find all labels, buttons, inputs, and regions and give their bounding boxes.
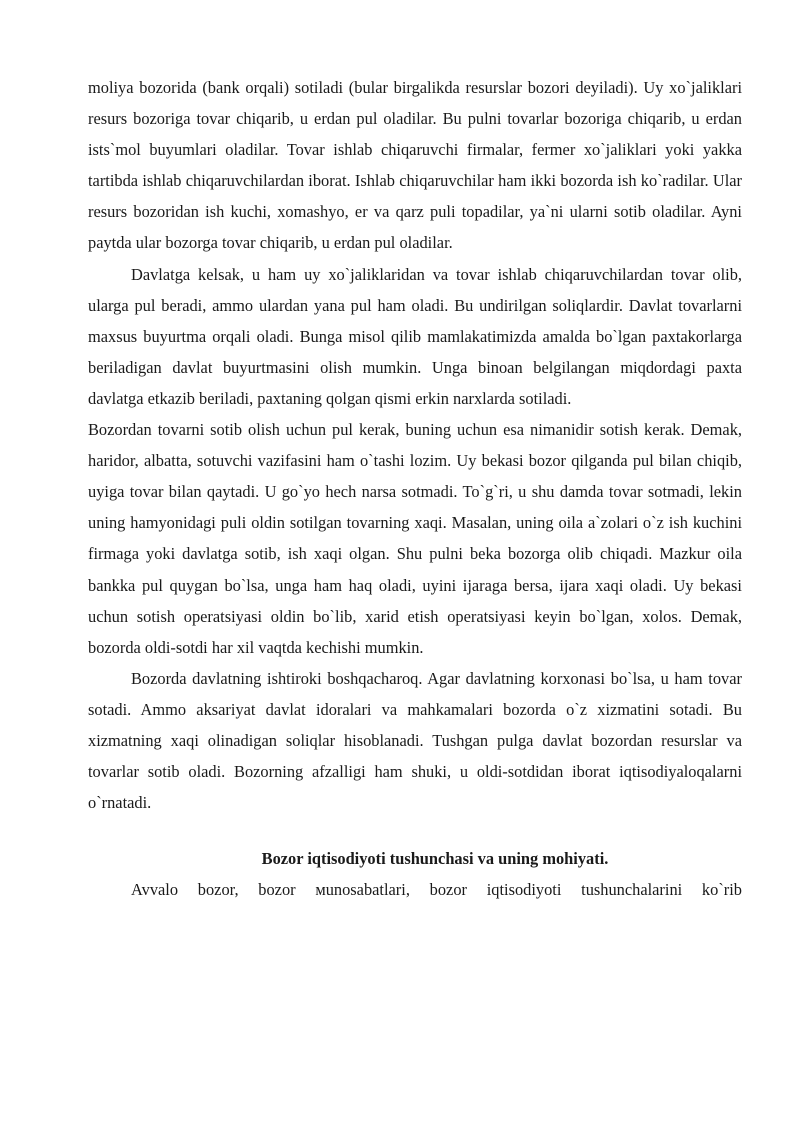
paragraph-intro-line: Avvalo bozor, bozor мunosabatlari, bozor iqtisodiyoti tushunchalarini ko`rib <box>131 880 742 900</box>
document-body <box>88 72 742 905</box>
paragraph-state-role: Davlatga kelsak, u ham uy xo`jaliklaridan va tovar ishlab chiqaruvchilardan tovar olib, ularga pul beradi, ammo ulardan yana pul ham oladi. Bu undirilgan soliqlardir. Davlat tovarlarni maxsus buyurtma orqali oladi. Bunga misol qilib mamlakatimizda amalda bo`lgan paxtakorlarga beriladigan davlat buyurtmasini olish mumkin. Unga binoan belgilangan miqdordagi paxta davlatga etkazib beriladi, paxtaning qolgan qismi erkin narxlarda sotiladi. <box>88 264 742 408</box>
paragraph-resource-market: moliya bozorida (bank orqali) sotiladi (bular birgalikda resurslar bozori deyiladi). Uy xo`jaliklari resurs bozoriga tovar chiqarib, u erdan pul oladilar. Bu pulni tovarlar bozoriga chiqarib, u erdan ists`mol buyumlari oladilar. Tovar ishlab chiqaruvchi firmalar, fermer xo`jaliklari yoki yakka tartibda ishlab chiqaruvchilardan iborat. Ishlab chiqaruvchilar ham ikki bozorda ish ko`radilar. Ular resurs bozoridan ish kuchi, xomashyo, er va qarz puli topadilar, ya`ni ularni sotib oladilar. Ayni paytda ular bozorga tovar chiqarib, u erdan pul oladilar. <box>88 78 742 253</box>
paragraph-buying-selling: Bozordan tovarni sotib olish uchun pul kerak, buning uchun esa nimanidir sotish kerak. Demak, haridor, albatta, sotuvchi vazifasini ham o`tashi lozim. Uy bekasi bozor qilganda pul bilan chiqib, uyiga tovar bilan qaytadi. U go`yo hech narsa sotmadi. To`g`ri, u shu damda tovar sotmadi, lekin uning hamyonidagi puli oldin sotilgan tovarning xaqi. Masalan, uning oila a`zolari o`z ish kuchini firmaga yoki davlatga sotib, ish xaqi olgan. Shu pulni beka bozorga olib chiqadi. Mazkur oila bankka pul quygan bo`lsa, unga ham haq oladi, uyini ijaraga bersa, ijara xaqi oladi. Uy bekasi uchun sotish operatsiyasi oldin bo`lib, xarid etish operatsiyasi keyin bo`lgan, xolos. Demak, bozorda oldi-sotdi har xil vaqtda kechishi mumkin. <box>88 420 742 657</box>
section-heading: Bozor iqtisodiyoti tushunchasi va uning mohiyati. <box>261 849 609 869</box>
section-spacer <box>88 818 742 843</box>
paragraph-state-participation: Bozorda davlatning ishtiroki boshqacharoq. Agar davlatning korxonasi bo`lsa, u ham tovar sotadi. Ammo aksariyat davlat idoralari va mahkamalari bozorda o`z xizmatini sotadi. Bu xizmatning xaqi olinadigan soliqlar hisoblanadi. Tushgan pulga davlat bozordan resurslar va tovarlar sotib oladi. Bozorning afzalligi ham shuki, u oldi-sotdidan iborat iqtisodiyaloqalarni o`rnatadi. <box>88 668 742 813</box>
